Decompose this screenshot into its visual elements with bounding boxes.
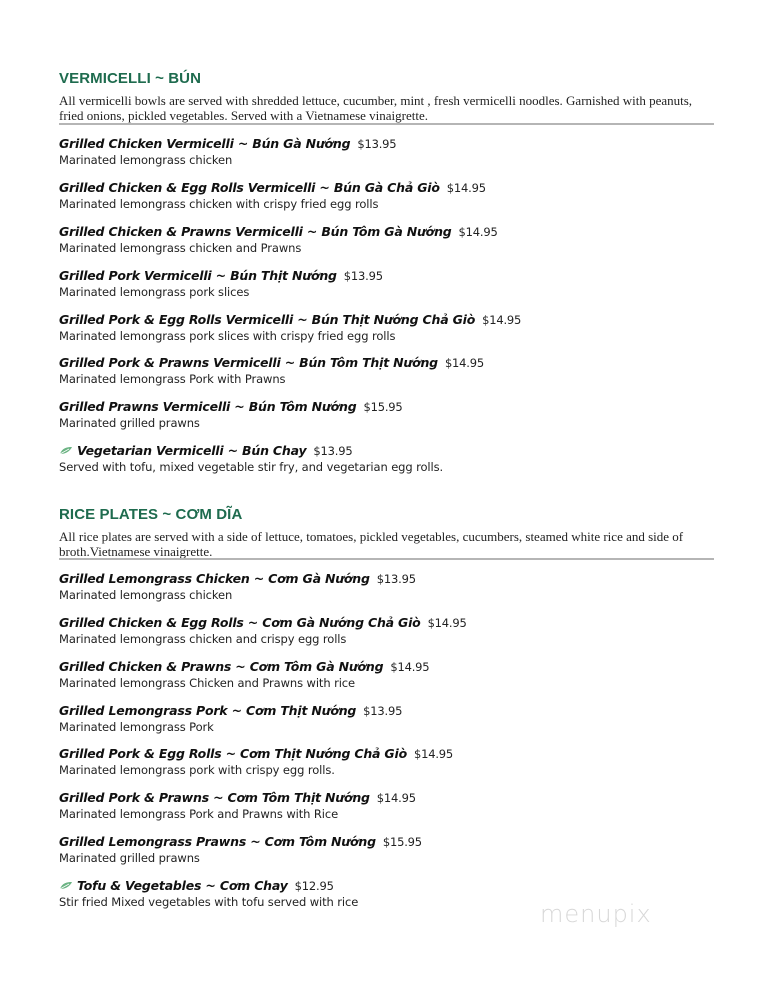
item-name: Grilled Pork & Prawns ~ Cơm Tôm Thịt Nướng [59,790,370,805]
item-description: Marinated lemongrass chicken and crispy egg rolls [59,632,347,646]
item-description: Served with tofu, mixed vegetable stir fry, and vegetarian egg rolls. [59,460,444,474]
item-price: $13.95 [376,572,416,586]
item-description: Marinated lemongrass Chicken and Prawns with rice [59,676,355,690]
menu-item [59,703,714,734]
menu-item [59,399,714,430]
item-name: Vegetarian Vermicelli ~ Bún Chay [77,443,307,458]
item-description: Marinated lemongrass chicken [59,588,233,602]
section-title-rice-plates: RICE PLATES ~ CƠM DĨA [59,506,243,523]
menu-item [59,136,714,167]
item-price: $15.95 [382,835,422,849]
menu-item [59,571,714,602]
item-price: $14.95 [390,660,430,674]
item-name: Grilled Pork Vermicelli ~ Bún Thịt Nướng [59,268,337,283]
section-divider [59,558,714,560]
item-name: Grilled Lemongrass Chicken ~ Cơm Gà Nướng [59,571,370,586]
item-description: Marinated lemongrass pork with crispy egg rolls. [59,763,335,777]
item-name: Grilled Pork & Egg Rolls Vermicelli ~ Bún Thịt Nướng Chả Giò [59,312,476,327]
item-name: Grilled Pork & Egg Rolls ~ Cơm Thịt Nướng Chả Giò [59,746,407,761]
menu-item [59,790,714,821]
item-description: Marinated lemongrass pork slices [59,285,250,299]
item-price: $13.95 [357,137,397,151]
section-divider [59,123,714,125]
section-title-vermicelli: VERMICELLI ~ BÚN [59,70,202,87]
menu-item [59,180,714,211]
item-price: $13.95 [313,444,353,458]
item-price: $14.95 [444,356,484,370]
item-name: Grilled Chicken & Prawns Vermicelli ~ Bún Tôm Gà Nướng [59,224,452,239]
item-description: Marinated lemongrass chicken with crispy fried egg rolls [59,197,379,211]
item-name: Grilled Chicken & Egg Rolls ~ Cơm Gà Nướng Chả Giò [59,615,421,630]
menu-item [59,224,714,255]
item-price: $14.95 [482,313,522,327]
item-name: Tofu & Vegetables ~ Cơm Chay [77,878,288,893]
veg-leaf-icon [59,446,73,455]
item-price: $14.95 [427,616,467,630]
item-description: Marinated lemongrass chicken and Prawns [59,241,302,255]
item-description: Marinated lemongrass Pork and Prawns with Rice [59,807,339,821]
watermark-logo: menupix [540,900,652,928]
item-description: Marinated lemongrass Pork with Prawns [59,372,286,386]
item-description: Stir fried Mixed vegetables with tofu served with rice [59,895,359,909]
menu-item [59,355,714,386]
item-name: Grilled Pork & Prawns Vermicelli ~ Bún Tôm Thịt Nướng [59,355,438,370]
item-name: Grilled Lemongrass Prawns ~ Cơm Tôm Nướng [59,834,376,849]
veg-leaf-icon [59,881,73,890]
menu-item [59,834,714,865]
item-description: Marinated lemongrass chicken [59,153,233,167]
item-price: $13.95 [343,269,383,283]
menu-item [59,746,714,777]
section-description-vermicelli: All vermicelli bowls are served with shredded lettuce, cucumber, mint , fresh vermicelli noodles. Garnished with peanuts, fried onions, pickled vegetables. Served with a Vietnamese vinaigrette. [59,93,693,123]
item-description: Marinated lemongrass Pork [59,720,214,734]
item-price: $14.95 [446,181,486,195]
item-name: Grilled Lemongrass Pork ~ Cơm Thịt Nướng [59,703,357,718]
item-price: $12.95 [294,879,334,893]
item-price: $13.95 [363,704,403,718]
item-name: Grilled Chicken & Egg Rolls Vermicelli ~ Bún Gà Chả Giò [59,180,440,195]
section-description-rice-plates: All rice plates are served with a side of lettuce, tomatoes, pickled vegetables, cucumbers, steamed white rice and side of broth.Vietnamese vinaigrette. [59,529,684,559]
item-price: $14.95 [413,747,454,761]
item-name: Grilled Chicken Vermicelli ~ Bún Gà Nướng [59,136,351,151]
item-description: Marinated grilled prawns [59,851,200,865]
item-price: $15.95 [363,400,403,414]
menu-item-vegetarian [59,443,714,474]
menu-item [59,268,714,299]
menu-item [59,312,714,343]
item-description: Marinated lemongrass pork slices with crispy fried egg rolls [59,329,396,343]
item-description: Marinated grilled prawns [59,416,200,430]
item-price: $14.95 [376,791,416,805]
item-name: Grilled Prawns Vermicelli ~ Bún Tôm Nướng [59,399,357,414]
item-name: Grilled Chicken & Prawns ~ Cơm Tôm Gà Nướng [59,659,384,674]
item-price: $14.95 [458,225,498,239]
menu-item [59,659,714,690]
menu-item [59,615,714,646]
